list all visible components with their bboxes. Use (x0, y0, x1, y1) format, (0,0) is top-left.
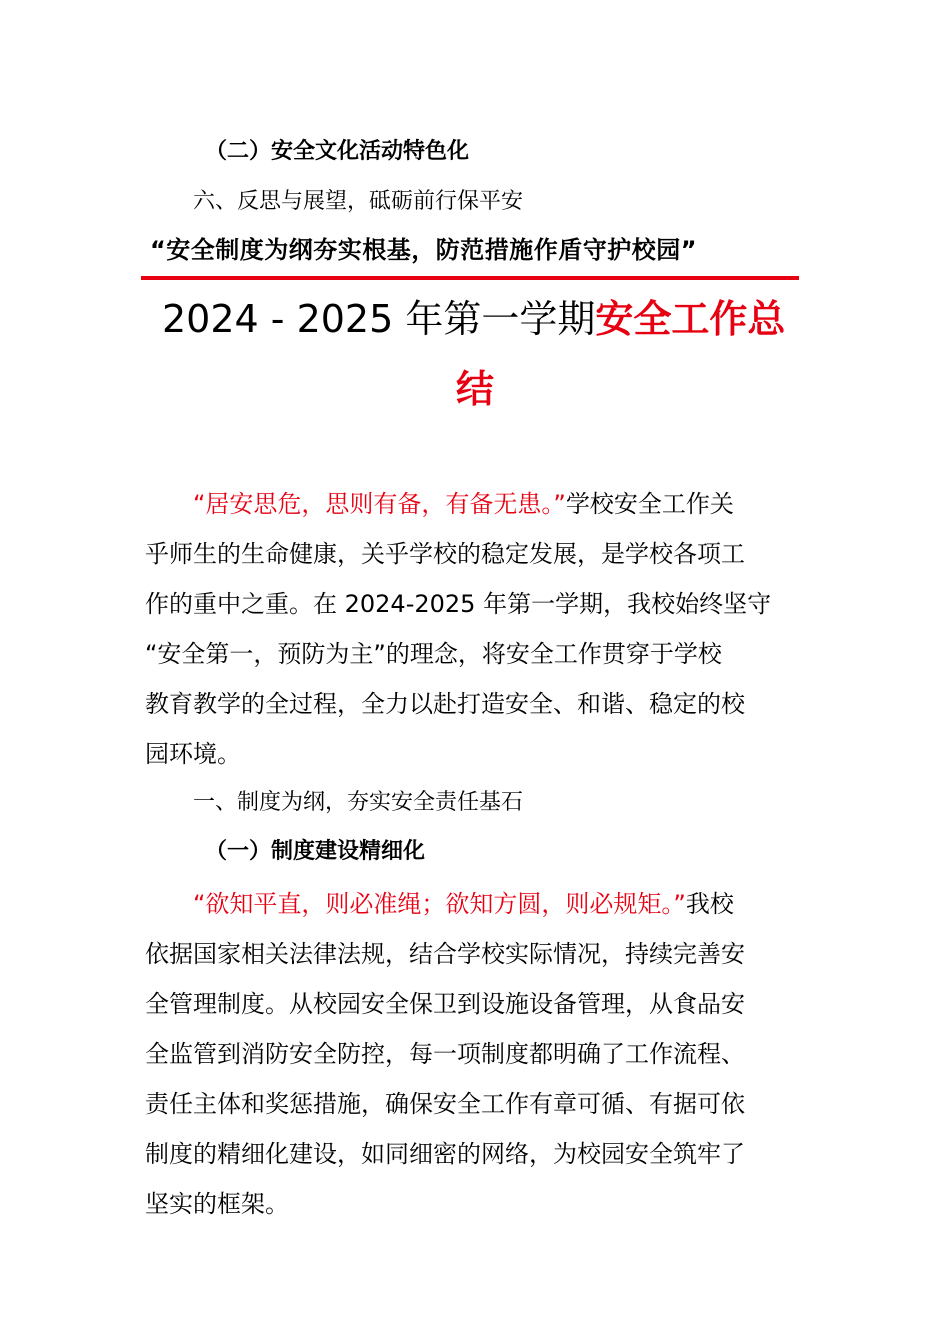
body-line-1 (145, 884, 734, 919)
body-line-7: 坚实的框架。 (145, 1190, 289, 1218)
body-line-2: 依据国家相关法律法规，结合学校实际情况，持续完善安 (145, 940, 745, 968)
body-line-1-text: 我校 (685, 890, 734, 918)
body-line-6: 制度的精细化建设，如同细密的网络，为校园安全筑牢了 (145, 1140, 745, 1168)
document-title-line2: 结 (455, 367, 494, 411)
intro-line-1 (145, 484, 734, 519)
body-line-4: 全监管到消防安全防控，每一项制度都明确了工作流程、 (145, 1040, 745, 1068)
toc-subsection-item: （二）安全文化活动特色化 (205, 139, 470, 164)
subsection-heading: （一）制度建设精细化 (205, 839, 426, 864)
intro-line-4: “安全第一，预防为主”的理念，将安全工作贯穿于学校 (145, 640, 722, 668)
title-highlight: 安全工作总 (595, 297, 786, 341)
intro-line-2: 乎师生的生命健康，关乎学校的稳定发展，是学校各项工 (145, 540, 745, 568)
body-quote: “欲知平直，则必准绳；欲知方圆，则必规矩。” (193, 890, 686, 918)
title-divider (141, 276, 799, 280)
intro-line-3: 作的重中之重。在 2024-2025 年第一学期，我校始终坚守 (145, 590, 772, 618)
section-heading: 一、制度为纲，夯实安全责任基石 (193, 790, 524, 815)
toc-section-item: 六、反思与展望，砥砺前行保平安 (193, 189, 524, 214)
body-line-5: 责任主体和奖惩措施，确保安全工作有章可循、有据可依 (145, 1090, 745, 1118)
document-subtitle: “安全制度为纲夯实根基，防范措施作盾守护校园” (150, 236, 698, 264)
document-title-line1 (162, 288, 785, 343)
intro-quote: “居安思危，思则有备，有备无患。” (193, 490, 566, 518)
intro-line-6: 园环境。 (145, 740, 241, 768)
body-line-3: 全管理制度。从校园安全保卫到设施设备管理，从食品安 (145, 990, 745, 1018)
title-prefix: 2024 - 2025 年第一学期 (162, 297, 596, 341)
intro-line-1-text: 学校安全工作关 (565, 490, 734, 518)
intro-line-5: 教育教学的全过程，全力以赴打造安全、和谐、稳定的校 (145, 690, 745, 718)
